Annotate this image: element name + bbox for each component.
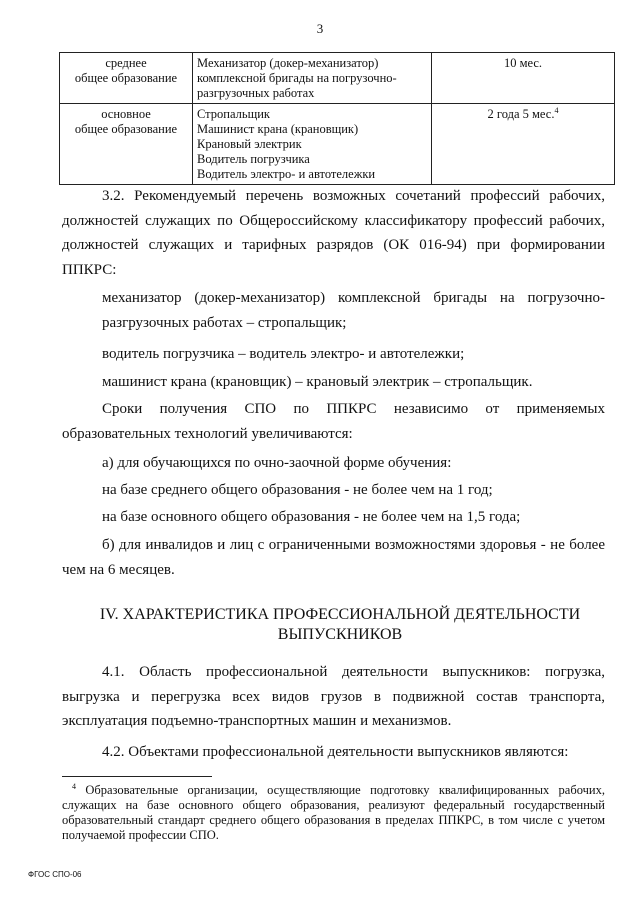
terms-item: на базе среднего общего образования - не более чем на 1 год;: [102, 482, 493, 498]
term-cell: 10 мес.: [432, 53, 615, 104]
page-number: 3: [316, 21, 324, 36]
terms-item: на базе основного общего образования - не более чем на 1,5 года;: [102, 509, 521, 525]
combination-item: машинист крана (крановщик) – крановый электрик – стропальщик.: [102, 374, 533, 390]
requirements-table: [59, 52, 615, 185]
footnote-mark: 4: [72, 781, 76, 791]
table-row: [60, 53, 615, 104]
education-cell: среднее общее образование: [60, 53, 193, 104]
education-cell: основное общее образование: [60, 104, 193, 185]
combination-item: водитель погрузчика – водитель электро- и автотележки;: [102, 346, 465, 362]
document-code: ФГОС СПО-06: [28, 870, 82, 879]
paragraph-4-1: 4.1. Область профессиональной деятельности выпускников: погрузка, выгрузка и перегрузка всех видов грузов в подвижной состав транспорта, эксплуатация подъемно-транспортных машин и механизмов.: [62, 664, 605, 730]
footnote-ref: 4: [554, 105, 559, 115]
terms-item: б) для инвалидов и лиц с ограниченными возможностями здоровья - не более чем на 6 месяцев.: [62, 537, 605, 578]
footnote: [62, 783, 605, 843]
professions-cell: Механизатор (докер-механизатор) комплексной бригады на погрузочно- разгрузочных работах: [193, 53, 432, 104]
section-title: IV. ХАРАКТЕРИСТИКА ПРОФЕССИОНАЛЬНОЙ ДЕЯТЕЛЬНОСТИ ВЫПУСКНИКОВ: [99, 606, 581, 643]
terms-intro: Сроки получения СПО по ППКРС независимо от применяемых образовательных технологий увеличиваются:: [62, 401, 605, 442]
term-cell: 2 года 5 мес.$^4$: [432, 104, 615, 185]
footnote-text: Образовательные организации, осуществляющие подготовку квалифицированных рабочих, служащих на базе основного общего образования, реализуют федеральный государственный образовательный стандарт среднего общего образования в пределах ППКРС, в том числе с учетом получаемой профессии СПО.: [62, 783, 605, 842]
terms-item: а) для обучающихся по очно-заочной форме обучения:: [102, 455, 452, 471]
paragraph-3-2: 3.2. Рекомендуемый перечень возможных сочетаний профессий рабочих, должностей служащих по Общероссийскому классификатору профессий рабочих, должностей служащих и тарифных разрядов (ОК 016-94) при формировании ППКРС:: [62, 188, 605, 278]
professions-cell: Стропальщик Машинист крана (крановщик) Крановый электрик Водитель погрузчика Водитель электро- и автотележки: [193, 104, 432, 185]
paragraph-4-2: 4.2. Объектами профессиональной деятельности выпускников являются:: [102, 744, 569, 760]
combination-item: механизатор (докер-механизатор) комплексной бригады на погрузочно-разгрузочных работах – стропальщик;: [102, 290, 605, 331]
table-row: [60, 104, 615, 185]
footnote-divider: [62, 776, 212, 777]
